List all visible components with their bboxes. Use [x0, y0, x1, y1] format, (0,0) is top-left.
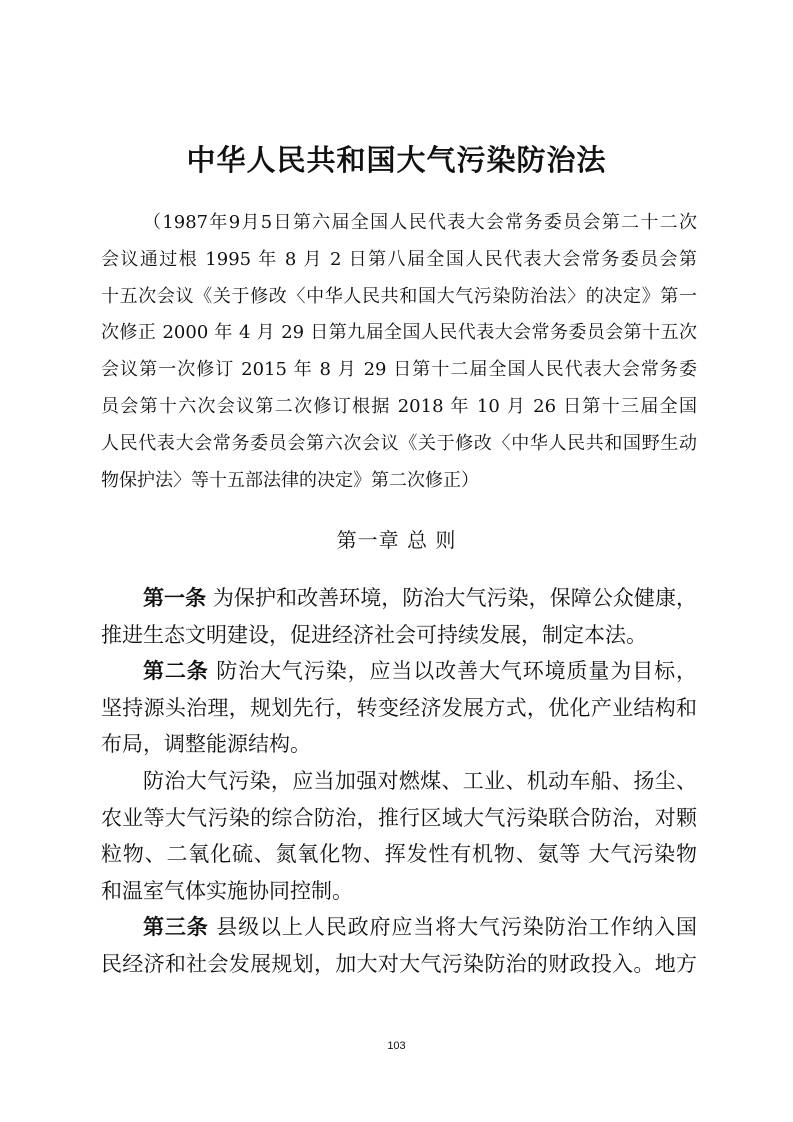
article-2	[101, 653, 697, 763]
paragraph-line: 粒物、二氧化硫、氮氧化物、挥发性有机物、氨等 大气污染物	[101, 842, 697, 867]
paragraph-line: 农业等大气污染的综合防治，推行区域大气污染联合防治，对颗	[101, 805, 697, 830]
chapter-heading: 第一章 总 则	[336, 528, 457, 552]
preamble-line: 会议通过根 1995 年 8 月 2 日第八届全国人民代表大会常务委员会第	[101, 248, 697, 270]
article-2-paragraph-2	[101, 763, 697, 909]
paragraph-line: 和温室气体实施协同控制。	[101, 878, 353, 903]
preamble-line: 会议第一次修订 2015 年 8 月 29 日第十二届全国人民代表大会常务委	[101, 359, 697, 381]
paragraph-line: 推进生态文明建设，促进经济社会可持续发展，制定本法。	[101, 622, 647, 647]
article-label: 第二条	[143, 658, 209, 684]
paragraph-text: 县级以上人民政府应当将大气污染防治工作纳入国	[208, 915, 697, 940]
paragraph-line: 坚持源头治理，规划先行，转变经济发展方式，优化产业结构和	[101, 695, 697, 720]
paragraph-first-line	[101, 580, 697, 617]
paragraph-text: 为保护和改善环境，防治大气污染，保障公众健康，	[206, 586, 697, 610]
page-number: 103	[387, 1040, 406, 1052]
article-label: 第三条	[143, 914, 209, 940]
article-body	[101, 580, 697, 983]
paragraph-text: 防治大气污染，应当以改善大气环境质量为目标，	[208, 659, 697, 684]
article-1	[101, 580, 697, 653]
paragraph-first-line	[101, 653, 697, 690]
paragraph-first-line	[101, 909, 697, 946]
article-label: 第一条	[143, 585, 207, 610]
preamble-line: （1987年9月5日第六届全国人民代表大会常务委员会第二十二次	[143, 212, 697, 233]
paragraph-line: 布局，调整能源结构。	[101, 732, 311, 757]
document-title: 中华人民共和国大气污染防治法	[186, 143, 607, 177]
preamble-line: 十五次会议《关于修改〈中华人民共和国大气污染防治法〉的决定》第一	[101, 285, 697, 307]
preamble-line: 次修正 2000 年 4 月 29 日第九届全国人民代表大会常务委员会第十五次	[101, 322, 697, 344]
preamble-line: 人民代表大会常务委员会第六次会议《关于修改〈中华人民共和国野生动	[101, 432, 697, 454]
preamble-line: 物保护法〉等十五部法律的决定》第二次修正）	[101, 469, 479, 491]
amendment-history	[101, 205, 697, 499]
article-3	[101, 909, 697, 982]
paragraph-first-line: 防治大气污染，应当加强对燃煤、工业、机动车船、扬尘、	[143, 768, 697, 793]
paragraph-line: 民经济和社会发展规划，加大对大气污染防治的财政投入。地方	[101, 951, 697, 976]
preamble-line: 员会第十六次会议第二次修订根据 2018 年 10 月 26 日第十三届全国	[101, 395, 697, 417]
